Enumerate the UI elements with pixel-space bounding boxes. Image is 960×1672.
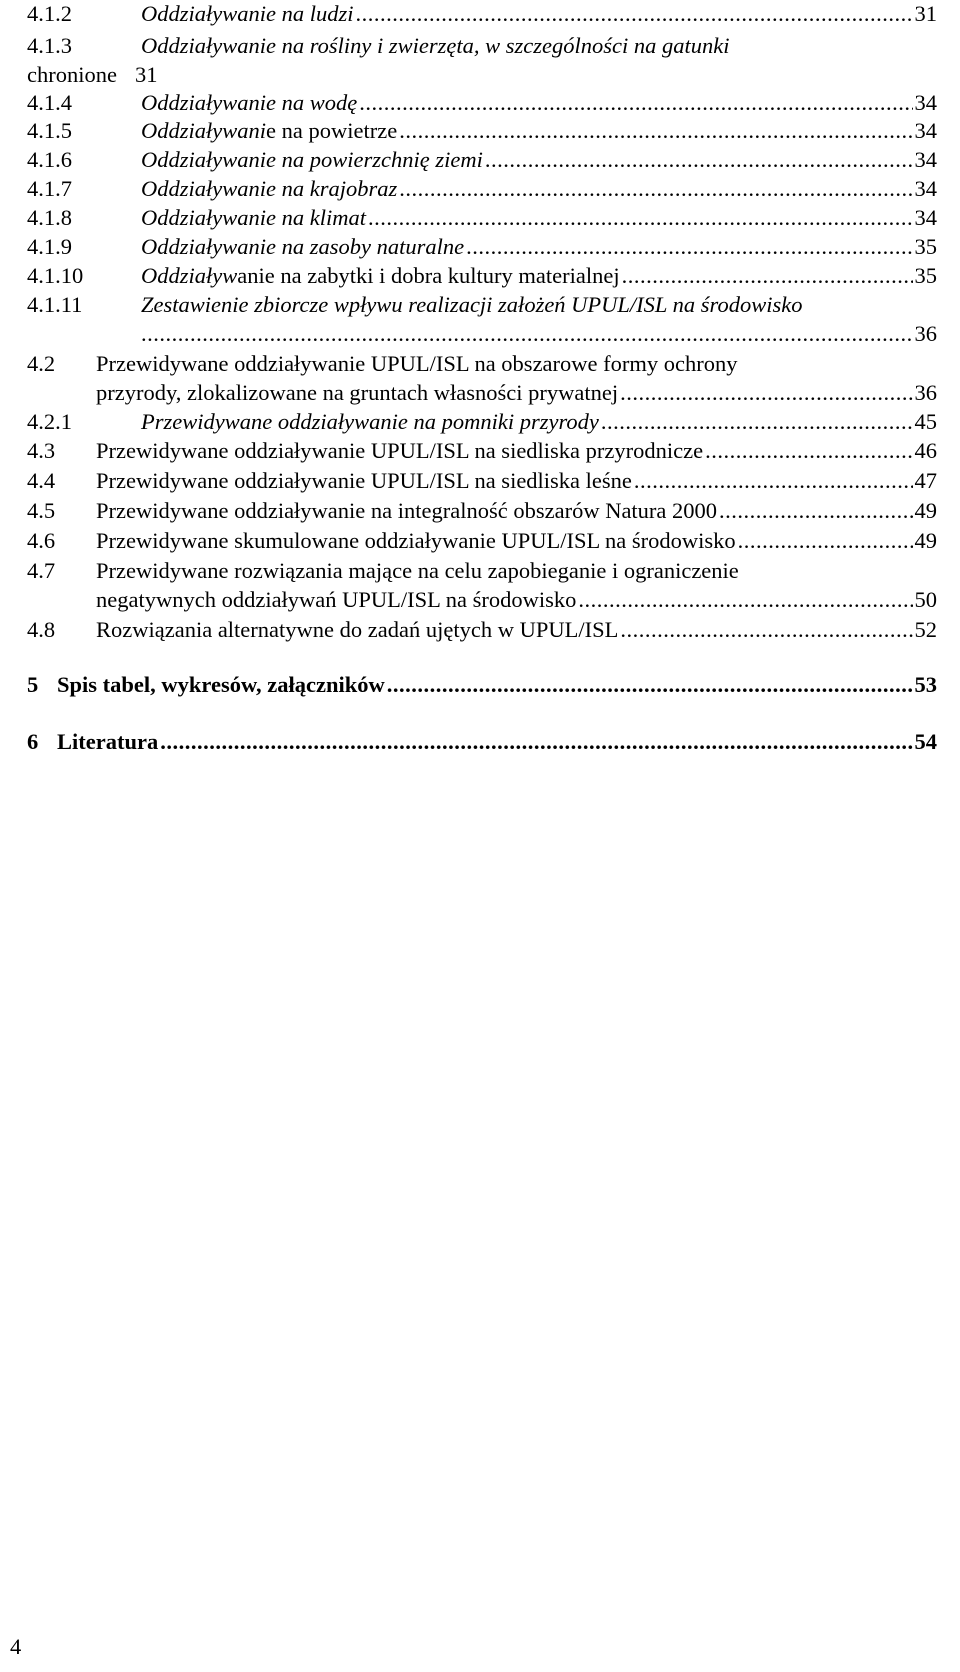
toc-entry-number: 4.1.4 [27,90,72,115]
toc-entry-page: 34 [914,176,937,201]
leader-dots [620,379,912,407]
toc-entry-number: 4.3 [27,438,56,463]
leader-dots [622,262,913,290]
toc-entry-title: Rozwiązania alternatywne do zadań ujętych w UPUL/ISL [96,617,619,642]
toc-entry-page: 36 [914,380,937,405]
toc-entry-title: Przewidywane oddziaływanie na pomniki przyrody [141,409,599,434]
leader-dots [368,204,913,232]
toc-entry-page: 46 [914,438,937,463]
toc-entry-title: Oddziaływanie na zasoby naturalne [141,234,465,259]
toc-entry-page: 34 [914,118,937,143]
leader-dots [738,527,913,555]
toc-entry-number: 4.1.7 [27,176,72,201]
toc-entry-page: 53 [914,672,937,697]
toc-entry-number: 4.6 [27,528,56,553]
toc-entry-title: Zestawienie zbiorcze wpływu realizacji założeń UPUL/ISL na środowisko [141,292,803,317]
leader-dots [399,117,912,145]
leader-dots [466,233,912,261]
toc-entry-title-cont: przyrody, zlokalizowane na gruntach własności prywatnej [96,380,619,405]
page-number: 4 [10,1634,22,1659]
toc-entry-page: 31 [914,1,937,26]
toc-entry-page: 34 [914,205,937,230]
toc-entry-title: Przewidywane oddziaływanie UPUL/ISL na obszarowe formy ochrony [96,351,738,376]
toc-entry-title-cont: negatywnych oddziaływań UPUL/ISL na środowisko [96,587,577,612]
toc-entry-title: Oddziaływanie na wodę [141,90,358,115]
leader-dots [705,437,912,465]
toc-entry-number: 4.5 [27,498,56,523]
toc-entry-page: 34 [914,90,937,115]
leader-dots [160,728,912,756]
toc-entry-page: 35 [914,234,937,259]
toc-entry-number: 4.2 [27,351,56,376]
toc-entry-page: 47 [914,468,937,493]
leader-dots [141,320,913,348]
toc-entry-page: 31 [135,62,158,87]
toc-entry-title: Oddziaływanie na krajobraz [141,176,398,201]
toc-entry-number: 5 [27,672,39,697]
leader-dots [359,89,912,117]
toc-entry-page: 50 [914,587,937,612]
toc-entry-title: Przewidywane skumulowane oddziaływanie UPUL/ISL na środowisko [96,528,736,553]
leader-dots [620,616,912,644]
toc-entry-title: Oddziaływanie na klimat [141,205,366,230]
leader-dots [578,586,912,614]
toc-entry-page: 36 [914,321,937,346]
toc-entry-number: 4.8 [27,617,56,642]
toc-entry-title: Literatura [57,729,159,754]
leader-dots [356,0,913,28]
leader-dots [485,146,913,174]
leader-dots [387,671,913,699]
toc-entry-page: 34 [914,147,937,172]
toc-entry-number: 4.1.8 [27,205,72,230]
toc-entry-page: 54 [914,729,937,754]
toc-entry-number: 4.1.2 [27,1,72,26]
toc-entry-number: 4.7 [27,558,56,583]
toc-entry-number: 4.1.10 [27,263,84,288]
toc-entry-title-italic: Oddziaływ [141,263,238,288]
toc-entry-title-rest: e na powietrze [266,118,398,143]
toc-entry-number: 4.1.5 [27,118,72,143]
toc-entry-title: Przewidywane oddziaływanie na integralność obszarów Natura 2000 [96,498,718,523]
toc-entry-number: 4.1.6 [27,147,72,172]
toc-entry-page: 49 [914,498,937,523]
leader-dots [399,175,912,203]
toc-entry-number: 6 [27,729,39,754]
toc-entry-number: 4.1.9 [27,234,72,259]
toc-entry-number: 4.2.1 [27,409,72,434]
toc-entry-number: 4.1.11 [27,292,83,317]
toc-entry-number: 4.4 [27,468,56,493]
toc-entry-page: 35 [914,263,937,288]
toc-entry-page: 49 [914,528,937,553]
toc-entry-title: Oddziaływanie na rośliny i zwierzęta, w szczególności na gatunki [141,33,730,58]
leader-dots [634,467,913,495]
toc-entry-page: 52 [914,617,937,642]
toc-entry-number: 4.1.3 [27,33,72,58]
leader-dots [601,408,913,436]
toc-entry-title: Przewidywane oddziaływanie UPUL/ISL na siedliska leśne [96,468,632,493]
toc-entry-title: Oddziaływanie na powierzchnię ziemi [141,147,483,172]
toc-entry-title-italic: Oddziaływani [141,118,267,143]
toc-entry-title: Przewidywane oddziaływanie UPUL/ISL na siedliska przyrodnicze [96,438,704,463]
leader-dots [719,497,912,525]
toc-entry-title: Przewidywane rozwiązania mające na celu zapobieganie i ograniczenie [96,558,739,583]
toc-entry-title-rest: anie na zabytki i dobra kultury materialnej [237,263,620,288]
toc-entry-title: Spis tabel, wykresów, załączników [57,672,385,697]
toc-entry-page: 45 [914,409,937,434]
toc-entry-title: Oddziaływanie na ludzi [141,1,354,26]
toc-entry-title-cont: chronione [27,62,117,87]
